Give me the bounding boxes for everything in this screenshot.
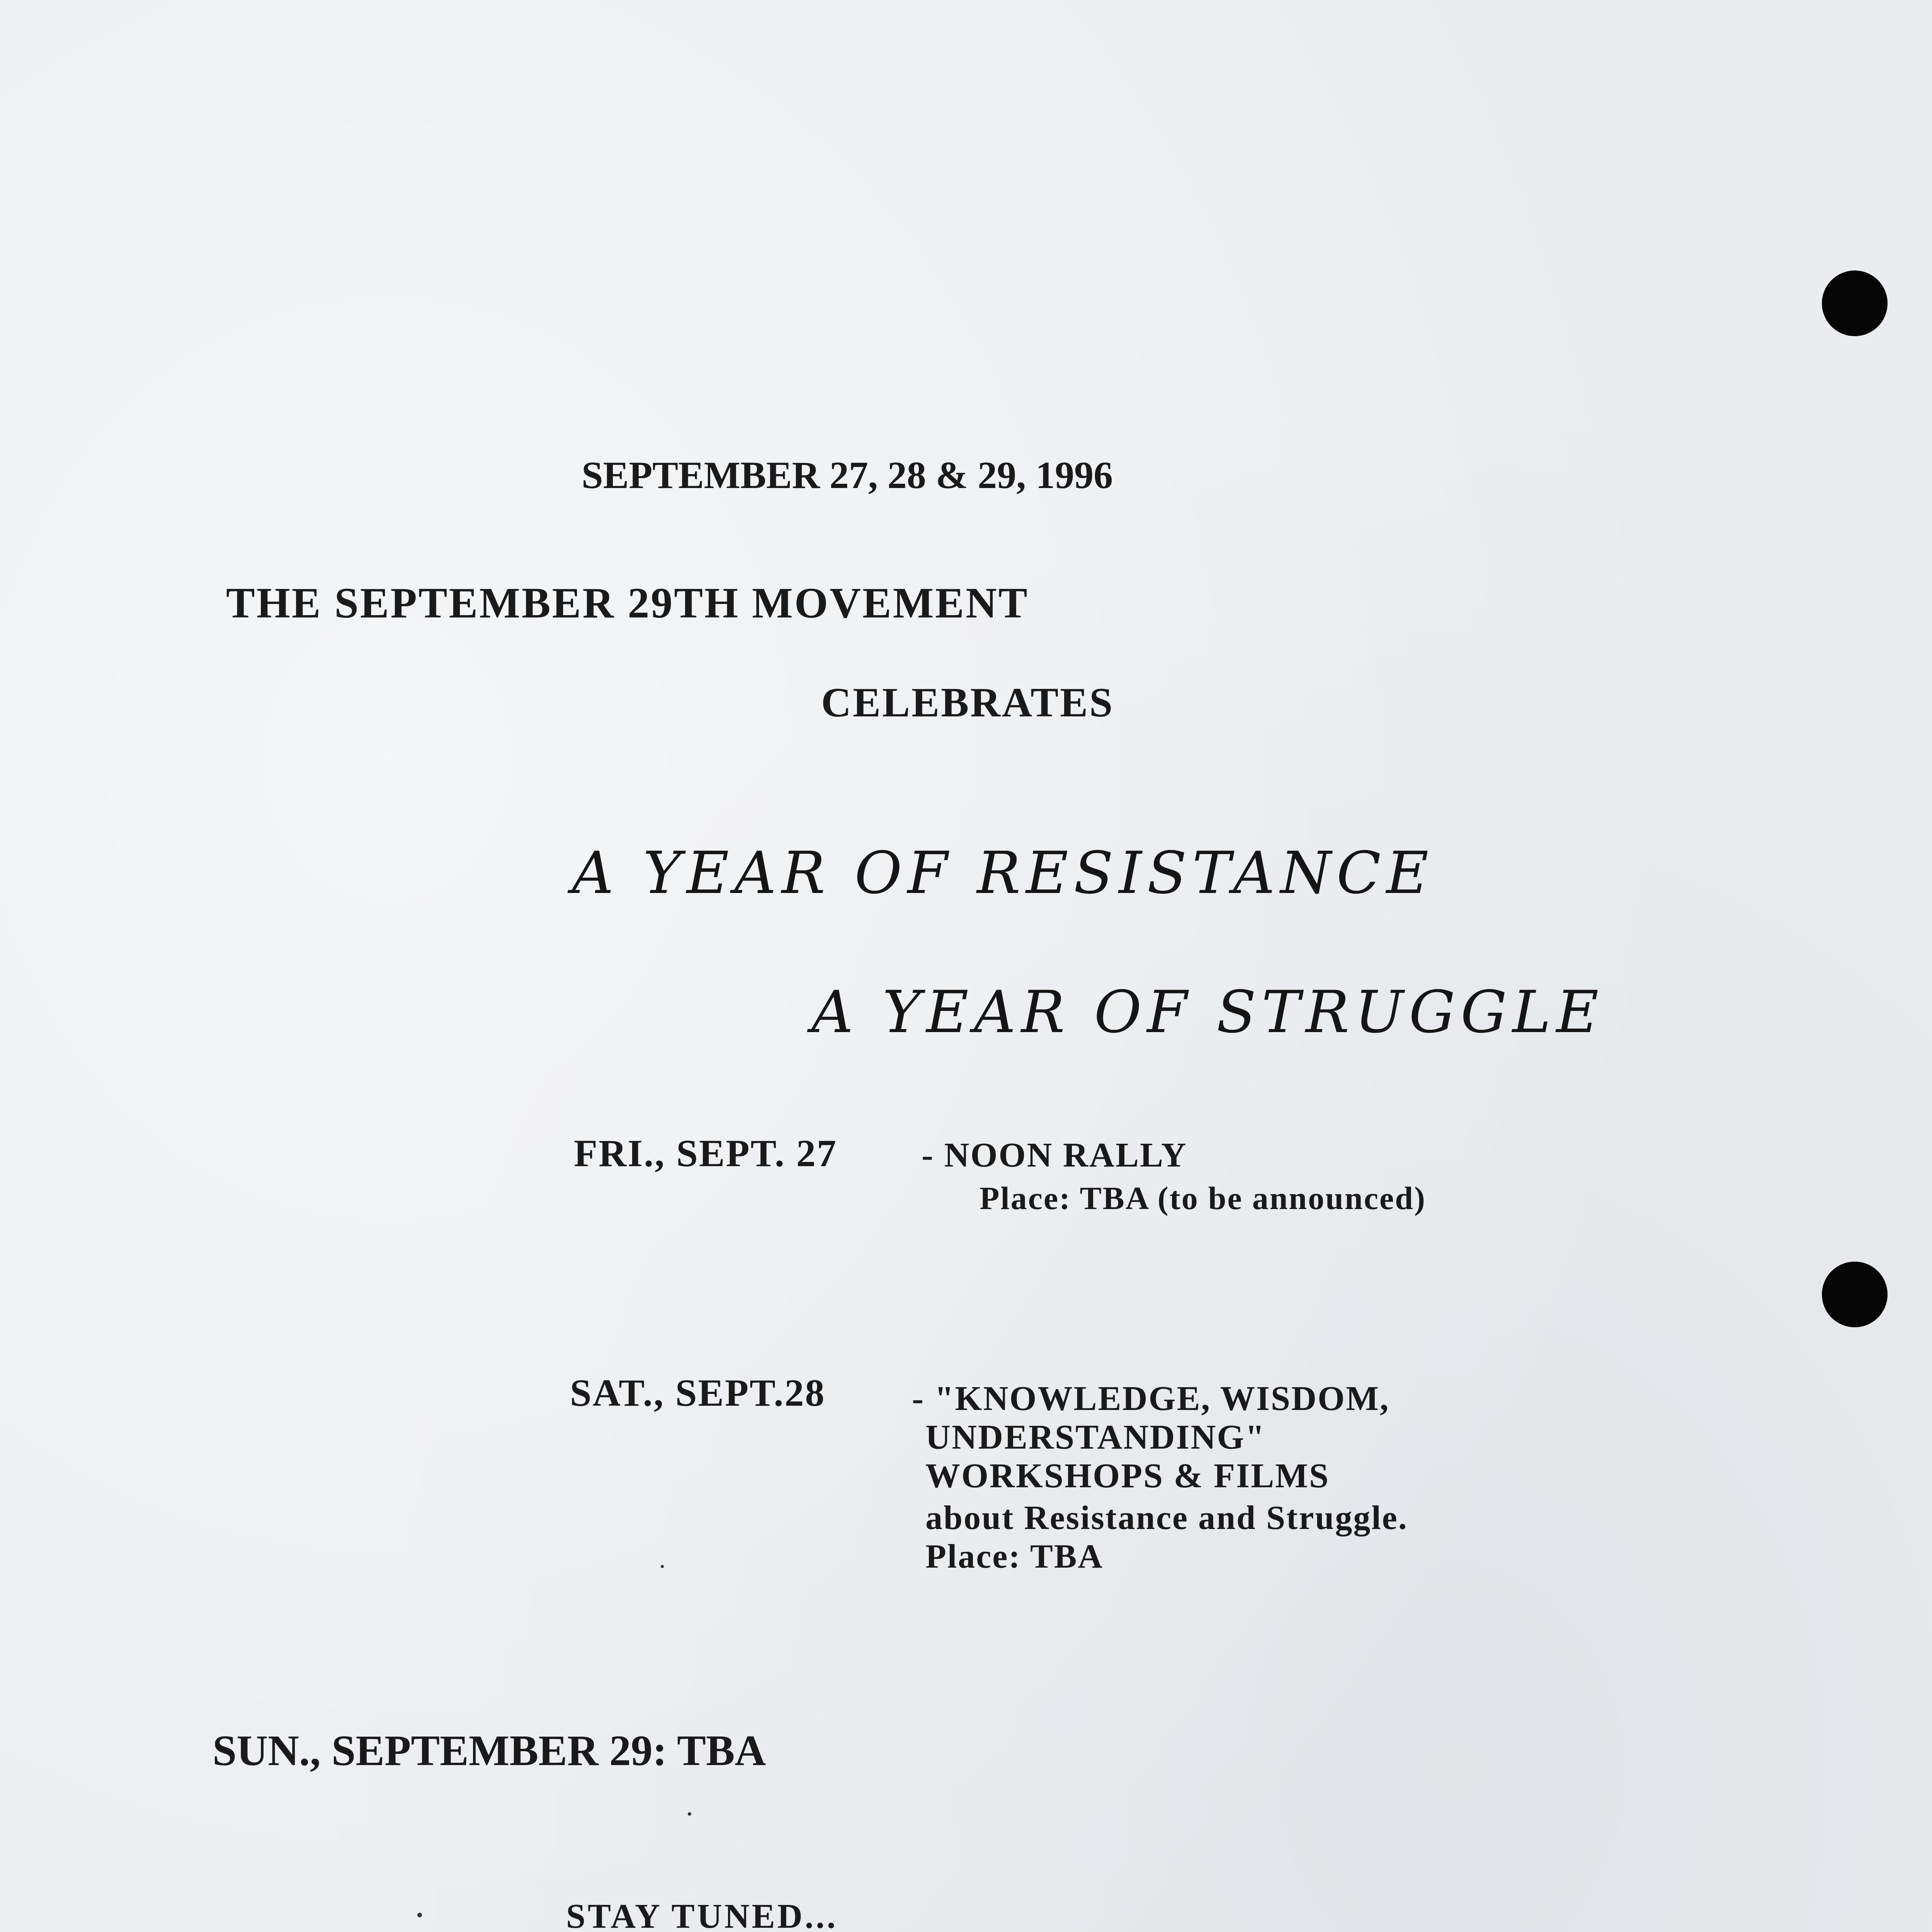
paper-speck (661, 1565, 664, 1568)
saturday-place: Place: TBA (925, 1538, 1104, 1575)
stay-tuned-text: STAY TUNED... (566, 1897, 838, 1932)
slogan-struggle: A YEAR OF STRUGGLE (811, 979, 1604, 1046)
event-dates: SEPTEMBER 27, 28 & 29, 1996 (582, 454, 1113, 497)
friday-place: Place: TBA (to be announced) (980, 1180, 1426, 1216)
saturday-event-line: about Resistance and Struggle. (925, 1499, 1408, 1537)
saturday-event-line: WORKSHOPS & FILMS (925, 1457, 1330, 1495)
slogan-resistance: A YEAR OF RESISTANCE (572, 840, 1434, 907)
paper-speck (688, 1812, 691, 1816)
paper-speck (417, 1913, 422, 1917)
friday-event: - NOON RALLY (922, 1136, 1187, 1174)
binder-hole (1822, 270, 1888, 336)
celebrates-heading: CELEBRATES (821, 680, 1114, 726)
saturday-date: SAT., SEPT.28 (570, 1371, 826, 1414)
saturday-event-line: UNDERSTANDING" (925, 1418, 1266, 1456)
organization-name: THE SEPTEMBER 29TH MOVEMENT (226, 579, 1029, 627)
saturday-event-line: - "KNOWLEDGE, WISDOM, (912, 1379, 1390, 1418)
friday-date: FRI., SEPT. 27 (574, 1132, 837, 1175)
binder-hole (1822, 1262, 1888, 1327)
sunday-schedule: SUN., SEPTEMBER 29: TBA (213, 1727, 766, 1775)
